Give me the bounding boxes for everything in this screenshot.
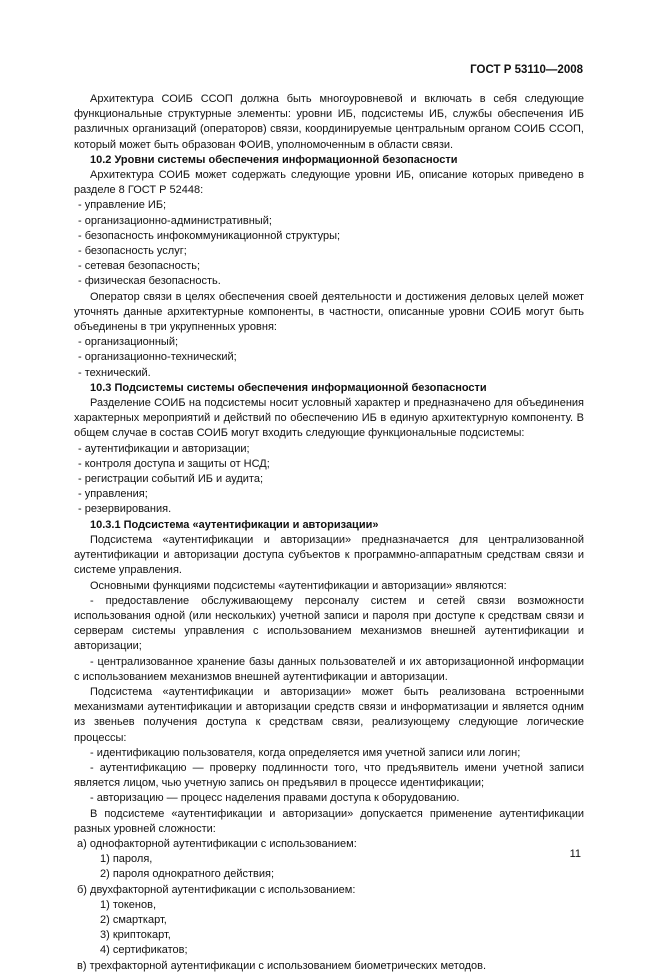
list-subitem: 1) пароля, <box>100 853 153 866</box>
list-item: - контроля доступа и защиты от НСД; <box>78 457 270 470</box>
list-item: - регистрации событий ИБ и аудита; <box>78 473 264 486</box>
list-item: - аутентификации и авторизации; <box>78 442 250 455</box>
paragraph: - централизованное хранение базы данных пользователей и их авторизационной информации с использованием механизмов внешней аутентификации и авторизации. <box>74 655 584 683</box>
list-item: - управление ИБ; <box>78 199 167 212</box>
list-item-c: в) трехфакторной аутентификации с использованием биометрических методов. <box>77 959 487 972</box>
list-item: - физическая безопасность. <box>78 275 221 288</box>
document-body <box>74 92 584 974</box>
subsection-heading: 10.3.1 Подсистема «аутентификации и авторизации» <box>90 518 379 531</box>
paragraph: - идентификацию пользователя, когда определяется имя учетной записи или логин; <box>90 746 521 759</box>
list-item-a: а) однофакторной аутентификации с использованием: <box>77 837 357 850</box>
paragraph: - авторизацию — процесс наделения правами доступа к оборудованию. <box>90 792 460 805</box>
list-subitem: 2) пароля однократного действия; <box>100 868 275 881</box>
paragraph: Основными функциями подсистемы «аутентификации и авторизации» являются: <box>90 579 507 592</box>
list-item: - резервирования. <box>78 503 172 516</box>
paragraph: Архитектура СОИБ ССОП должна быть многоуровневой и включать в себя следующие функциональные структурные элементы: уровни ИБ, подсистемы ИБ, службы обеспечения ИБ различных организаций (операторов) связи, координируемые центральным органом СОИБ ССОП, который может быть образован ФОИВ, уполномоченным в области связи. <box>74 93 584 151</box>
list-subitem: 2) смарткарт, <box>100 913 167 926</box>
paragraph: - предоставление обслуживающему персоналу систем и сетей связи возможности использования одной (или нескольких) учетной записи и пароля при доступе к средствам связи и серверам системы управления с использованием механизмов внешней аутентификации и авторизации; <box>74 594 584 653</box>
list-item: - организационно-технический; <box>78 351 237 364</box>
list-item: - технический. <box>78 366 151 379</box>
page-number: 11 <box>569 848 581 860</box>
list-item-b: б) двухфакторной аутентификации с использованием: <box>77 883 356 896</box>
paragraph: - аутентификацию — проверку подлинности того, что предъявитель имени учетной записи является лицом, чью учетную запись он предъявил в процессе идентификации; <box>74 761 584 790</box>
paragraph: В подсистеме «аутентификации и авторизации» допускается применение аутентификации разных уровней сложности: <box>74 807 584 835</box>
paragraph: Подсистема «аутентификации и авторизации» предназначается для централизованной аутентификации и авторизации доступа субъектов к программно-аппаратным средствам связи и системе управления. <box>74 533 584 577</box>
paragraph: Разделение СОИБ на подсистемы носит условный характер и предназначено для объединения характерных мероприятий и действий по обеспечению ИБ в единую архитектурную компоненту. В общем случае в состав СОИБ могут входить следующие функциональные подсистемы: <box>74 397 584 440</box>
paragraph: Оператор связи в целях обеспечения своей деятельности и достижения деловых целей может уточнять данные архитектурные компоненты, в частности, описанные уровни СОИБ могут быть объединены в три укрупненных уровня: <box>74 290 584 334</box>
list-item: - управления; <box>78 488 148 501</box>
section-heading: 10.3 Подсистемы системы обеспечения информационной безопасности <box>90 381 487 394</box>
list-subitem: 3) криптокарт, <box>100 929 171 942</box>
paragraph: Архитектура СОИБ может содержать следующие уровни ИБ, описание которых приведено в разделе 8 ГОСТ Р 52448: <box>74 169 584 197</box>
list-item: - безопасность услуг; <box>78 245 187 258</box>
list-item: - сетевая безопасность; <box>78 260 201 273</box>
list-item: - организационно-административный; <box>78 214 272 227</box>
list-item: - организационный; <box>78 336 179 349</box>
list-subitem: 1) токенов, <box>100 898 157 911</box>
list-subitem: 4) сертификатов; <box>100 944 188 957</box>
list-item: - безопасность инфокоммуникационной структуры; <box>78 229 341 242</box>
document-header: ГОСТ Р 53110—2008 <box>470 64 583 76</box>
paragraph: Подсистема «аутентификации и авторизации» может быть реализована встроенными механизмами аутентификации и авторизации средств связи и информатизации и является одним из звеньев получения доступа к средствам связи, реализующему следующие логические процессы: <box>74 685 584 744</box>
section-heading: 10.2 Уровни системы обеспечения информационной безопасности <box>90 153 458 166</box>
